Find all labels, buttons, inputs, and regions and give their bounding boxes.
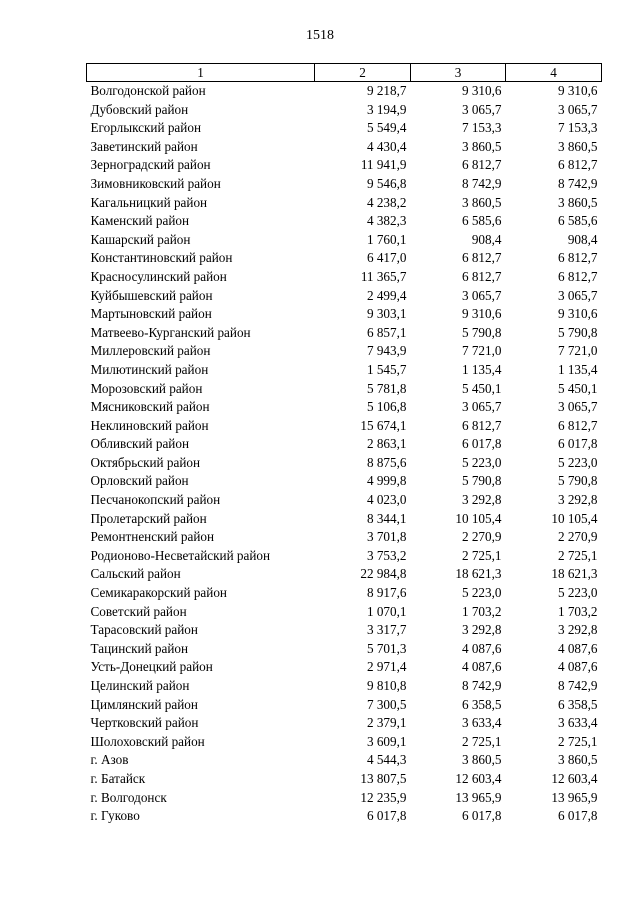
value-cell-col-3: 7 153,3 [461, 120, 502, 136]
region-name-cell: Усть-Донецкий район [90, 659, 213, 675]
value-cell-col-2: 3 317,7 [366, 622, 407, 638]
table-row [87, 807, 602, 826]
value-cell-col-2: 3 701,8 [366, 529, 407, 545]
table-row [87, 454, 602, 473]
region-name-cell: Зерноградский район [90, 157, 211, 173]
region-name-cell: Неклиновский район [90, 417, 209, 433]
value-cell-col-4: 18 621,3 [551, 566, 598, 582]
value-cell-col-3: 3 860,5 [461, 138, 502, 154]
region-name-cell: Мартыновский район [90, 306, 212, 322]
value-cell-col-2: 22 984,8 [360, 566, 407, 582]
value-cell-col-3: 1 135,4 [461, 361, 502, 377]
value-cell-col-2: 13 807,5 [360, 770, 407, 786]
table-header [87, 64, 602, 82]
value-cell-col-3: 9 310,6 [461, 83, 502, 98]
value-cell-col-4: 3 292,8 [557, 622, 598, 638]
table-body [87, 82, 602, 826]
table-row [87, 472, 602, 491]
value-cell-col-4: 3 065,7 [557, 101, 598, 117]
value-cell-col-2: 11 365,7 [360, 268, 407, 284]
value-cell-col-2: 1 760,1 [366, 231, 407, 247]
region-name-cell: Матвеево-Курганский район [90, 324, 251, 340]
value-cell-col-4: 8 742,9 [557, 678, 598, 693]
value-cell-col-4: 4 087,6 [557, 659, 598, 675]
region-name-cell: Каменский район [90, 213, 190, 229]
value-cell-col-3: 6 358,5 [461, 696, 502, 712]
value-cell-col-4: 3 292,8 [557, 492, 598, 508]
header-col-3: 3 [411, 64, 506, 82]
region-name-cell: Тарасовский район [90, 622, 198, 638]
value-cell-col-2: 7 943,9 [366, 343, 407, 359]
table-row [87, 789, 602, 808]
value-cell-col-2: 4 430,4 [366, 138, 407, 154]
value-cell-col-2: 8 875,6 [366, 454, 407, 470]
value-cell-col-4: 1 703,2 [557, 603, 598, 619]
value-cell-col-2: 6 857,1 [366, 324, 407, 340]
value-cell-col-4: 9 310,6 [557, 306, 598, 322]
value-cell-col-2: 4 544,3 [366, 752, 407, 768]
region-name-cell: Ремонтненский район [90, 529, 215, 545]
table-row [87, 324, 602, 343]
region-name-cell: Кагальницкий район [90, 194, 208, 210]
region-name-cell: Миллеровский район [90, 343, 211, 359]
region-name-cell: Тацинский район [90, 640, 189, 656]
value-cell-col-4: 13 965,9 [551, 789, 598, 805]
table-row [87, 119, 602, 138]
region-name-cell: Мясниковский район [90, 399, 210, 415]
value-cell-col-3: 2 725,1 [461, 547, 502, 563]
value-cell-col-4: 7 153,3 [557, 120, 598, 136]
region-name-cell: Октябрьский район [90, 454, 201, 470]
region-name-cell: Семикаракорский район [90, 585, 227, 601]
value-cell-col-2: 3 194,9 [366, 101, 407, 117]
table-row [87, 640, 602, 659]
value-cell-col-2: 7 300,5 [366, 696, 407, 712]
value-cell-col-3: 6 812,7 [461, 250, 502, 266]
table-row [87, 417, 602, 436]
value-cell-col-3: 4 087,6 [461, 640, 502, 656]
value-cell-col-4: 2 725,1 [557, 547, 598, 563]
table-row [87, 770, 602, 789]
header-row [87, 64, 602, 82]
region-name-cell: Советский район [90, 603, 187, 619]
value-cell-col-3: 8 742,9 [461, 175, 502, 191]
value-cell-col-3: 908,4 [471, 231, 502, 247]
value-cell-col-3: 5 450,1 [461, 380, 502, 396]
value-cell-col-4: 5 223,0 [557, 454, 598, 470]
region-name-cell: Сальский район [90, 566, 181, 582]
value-cell-col-3: 1 703,2 [461, 603, 502, 619]
value-cell-col-4: 3 860,5 [557, 752, 598, 768]
region-name-cell: Чертковский район [90, 715, 199, 731]
table-row [87, 565, 602, 584]
table-row [87, 156, 602, 175]
value-cell-col-4: 3 633,4 [557, 715, 598, 731]
value-cell-col-3: 3 065,7 [461, 287, 502, 303]
value-cell-col-3: 5 223,0 [461, 585, 502, 601]
value-cell-col-3: 9 310,6 [461, 306, 502, 322]
value-cell-col-3: 6 017,8 [461, 808, 502, 824]
region-name-cell: Морозовский район [90, 380, 203, 396]
value-cell-col-4: 5 223,0 [557, 585, 598, 601]
value-cell-col-2: 9 546,8 [366, 175, 407, 191]
region-name-cell: Орловский район [90, 473, 189, 489]
region-name-cell: Егорлыкский район [90, 120, 201, 136]
value-cell-col-3: 6 017,8 [461, 436, 502, 452]
value-cell-col-4: 4 087,6 [557, 640, 598, 656]
region-name-cell: Пролетарский район [90, 510, 207, 526]
table-row [87, 138, 602, 157]
value-cell-col-4: 5 790,8 [557, 324, 598, 340]
value-cell-col-3: 12 603,4 [455, 770, 502, 786]
table-row [87, 584, 602, 603]
value-cell-col-2: 1 545,7 [366, 361, 407, 377]
table-row [87, 491, 602, 510]
value-cell-col-2: 4 382,3 [366, 213, 407, 229]
table-row [87, 287, 602, 306]
region-name-cell: Дубовский район [90, 101, 189, 117]
table-row [87, 342, 602, 361]
table-row [87, 249, 602, 268]
region-name-cell: Кашарский район [90, 231, 191, 247]
header-col-1: 1 [87, 64, 315, 82]
table-row [87, 528, 602, 547]
region-name-cell: г. Гуково [90, 808, 140, 824]
table-row [87, 621, 602, 640]
value-cell-col-3: 3 860,5 [461, 194, 502, 210]
value-cell-col-3: 3 292,8 [461, 492, 502, 508]
table-row [87, 305, 602, 324]
table-row [87, 231, 602, 250]
value-cell-col-4: 8 742,9 [557, 175, 598, 191]
value-cell-col-2: 8 344,1 [366, 510, 407, 526]
table-row [87, 194, 602, 213]
value-cell-col-4: 6 812,7 [557, 268, 598, 284]
region-name-cell: Заветинский район [90, 138, 198, 154]
value-cell-col-2: 6 017,8 [366, 808, 407, 824]
value-cell-col-2: 5 549,4 [366, 120, 407, 136]
region-name-cell: Целинский район [90, 678, 190, 693]
value-cell-col-3: 4 087,6 [461, 659, 502, 675]
table-row [87, 101, 602, 120]
value-cell-col-2: 3 753,2 [366, 547, 407, 563]
value-cell-col-3: 6 812,7 [461, 157, 502, 173]
value-cell-col-3: 10 105,4 [455, 510, 502, 526]
value-cell-col-3: 7 721,0 [461, 343, 502, 359]
region-name-cell: Шолоховский район [90, 733, 205, 749]
value-cell-col-4: 6 812,7 [557, 157, 598, 173]
region-name-cell: Родионово-Несветайский район [90, 547, 271, 563]
table-row [87, 361, 602, 380]
region-name-cell: Куйбышевский район [90, 287, 213, 303]
table-row [87, 751, 602, 770]
table-row [87, 212, 602, 231]
value-cell-col-3: 8 742,9 [461, 678, 502, 693]
value-cell-col-2: 5 701,3 [366, 640, 407, 656]
value-cell-col-2: 4 238,2 [366, 194, 407, 210]
value-cell-col-3: 2 725,1 [461, 733, 502, 749]
table-row [87, 510, 602, 529]
value-cell-col-4: 3 065,7 [557, 399, 598, 415]
header-col-2: 2 [315, 64, 411, 82]
table-row [87, 547, 602, 566]
value-cell-col-2: 5 106,8 [366, 399, 407, 415]
value-cell-col-2: 3 609,1 [366, 733, 407, 749]
table-row [87, 175, 602, 194]
value-cell-col-3: 13 965,9 [455, 789, 502, 805]
region-name-cell: г. Волгодонск [90, 789, 167, 805]
region-name-cell: Цимлянский район [90, 696, 198, 712]
value-cell-col-4: 3 065,7 [557, 287, 598, 303]
value-cell-col-4: 6 812,7 [557, 417, 598, 433]
value-cell-col-4: 6 017,8 [557, 436, 598, 452]
region-name-cell: Обливский район [90, 436, 190, 452]
table-row [87, 714, 602, 733]
value-cell-col-2: 15 674,1 [360, 417, 407, 433]
value-cell-col-4: 6 358,5 [557, 696, 598, 712]
budget-table [86, 63, 602, 826]
value-cell-col-3: 3 292,8 [461, 622, 502, 638]
value-cell-col-4: 2 270,9 [557, 529, 598, 545]
region-name-cell: Константиновский район [90, 250, 233, 266]
value-cell-col-3: 2 270,9 [461, 529, 502, 545]
table-row [87, 268, 602, 287]
value-cell-col-2: 6 417,0 [366, 250, 407, 266]
value-cell-col-2: 1 070,1 [366, 603, 407, 619]
region-name-cell: Волгодонской район [90, 83, 206, 98]
value-cell-col-3: 3 860,5 [461, 752, 502, 768]
value-cell-col-4: 5 790,8 [557, 473, 598, 489]
region-name-cell: Зимовниковский район [90, 175, 221, 191]
value-cell-col-3: 3 065,7 [461, 399, 502, 415]
value-cell-col-2: 9 218,7 [366, 83, 407, 98]
value-cell-col-3: 6 812,7 [461, 417, 502, 433]
value-cell-col-2: 12 235,9 [360, 789, 407, 805]
table-row [87, 696, 602, 715]
region-name-cell: Милютинский район [90, 361, 209, 377]
table-row [87, 677, 602, 696]
value-cell-col-4: 7 721,0 [557, 343, 598, 359]
value-cell-col-4: 3 860,5 [557, 138, 598, 154]
page-number: 1518 [306, 28, 334, 43]
value-cell-col-3: 3 633,4 [461, 715, 502, 731]
value-cell-col-2: 4 999,8 [366, 473, 407, 489]
table-row [87, 380, 602, 399]
value-cell-col-3: 6 585,6 [461, 213, 502, 229]
table-row [87, 733, 602, 752]
value-cell-col-4: 9 310,6 [557, 83, 598, 98]
value-cell-col-3: 3 065,7 [461, 101, 502, 117]
value-cell-col-2: 4 023,0 [366, 492, 407, 508]
value-cell-col-3: 5 790,8 [461, 324, 502, 340]
value-cell-col-4: 6 812,7 [557, 250, 598, 266]
value-cell-col-4: 908,4 [567, 231, 598, 247]
value-cell-col-2: 2 379,1 [366, 715, 407, 731]
value-cell-col-4: 2 725,1 [557, 733, 598, 749]
table-row [87, 82, 602, 101]
region-name-cell: Красносулинский район [90, 268, 227, 284]
value-cell-col-3: 5 790,8 [461, 473, 502, 489]
value-cell-col-2: 9 810,8 [366, 678, 407, 693]
value-cell-col-4: 5 450,1 [557, 380, 598, 396]
value-cell-col-4: 6 017,8 [557, 808, 598, 824]
table-row [87, 435, 602, 454]
value-cell-col-4: 10 105,4 [551, 510, 598, 526]
value-cell-col-2: 2 971,4 [366, 659, 407, 675]
table-row [87, 658, 602, 677]
value-cell-col-4: 12 603,4 [551, 770, 598, 786]
value-cell-col-4: 6 585,6 [557, 213, 598, 229]
region-name-cell: г. Азов [90, 752, 129, 768]
value-cell-col-2: 9 303,1 [366, 306, 407, 322]
value-cell-col-2: 2 863,1 [366, 436, 407, 452]
value-cell-col-2: 2 499,4 [366, 287, 407, 303]
table-row [87, 603, 602, 622]
region-name-cell: Песчанокопский район [90, 492, 221, 508]
value-cell-col-4: 3 860,5 [557, 194, 598, 210]
value-cell-col-2: 5 781,8 [366, 380, 407, 396]
value-cell-col-3: 18 621,3 [455, 566, 502, 582]
value-cell-col-3: 6 812,7 [461, 268, 502, 284]
value-cell-col-2: 11 941,9 [360, 157, 407, 173]
region-name-cell: г. Батайск [90, 770, 146, 786]
value-cell-col-4: 1 135,4 [557, 361, 598, 377]
value-cell-col-3: 5 223,0 [461, 454, 502, 470]
table-row [87, 398, 602, 417]
header-col-4: 4 [506, 64, 602, 82]
value-cell-col-2: 8 917,6 [366, 585, 407, 601]
